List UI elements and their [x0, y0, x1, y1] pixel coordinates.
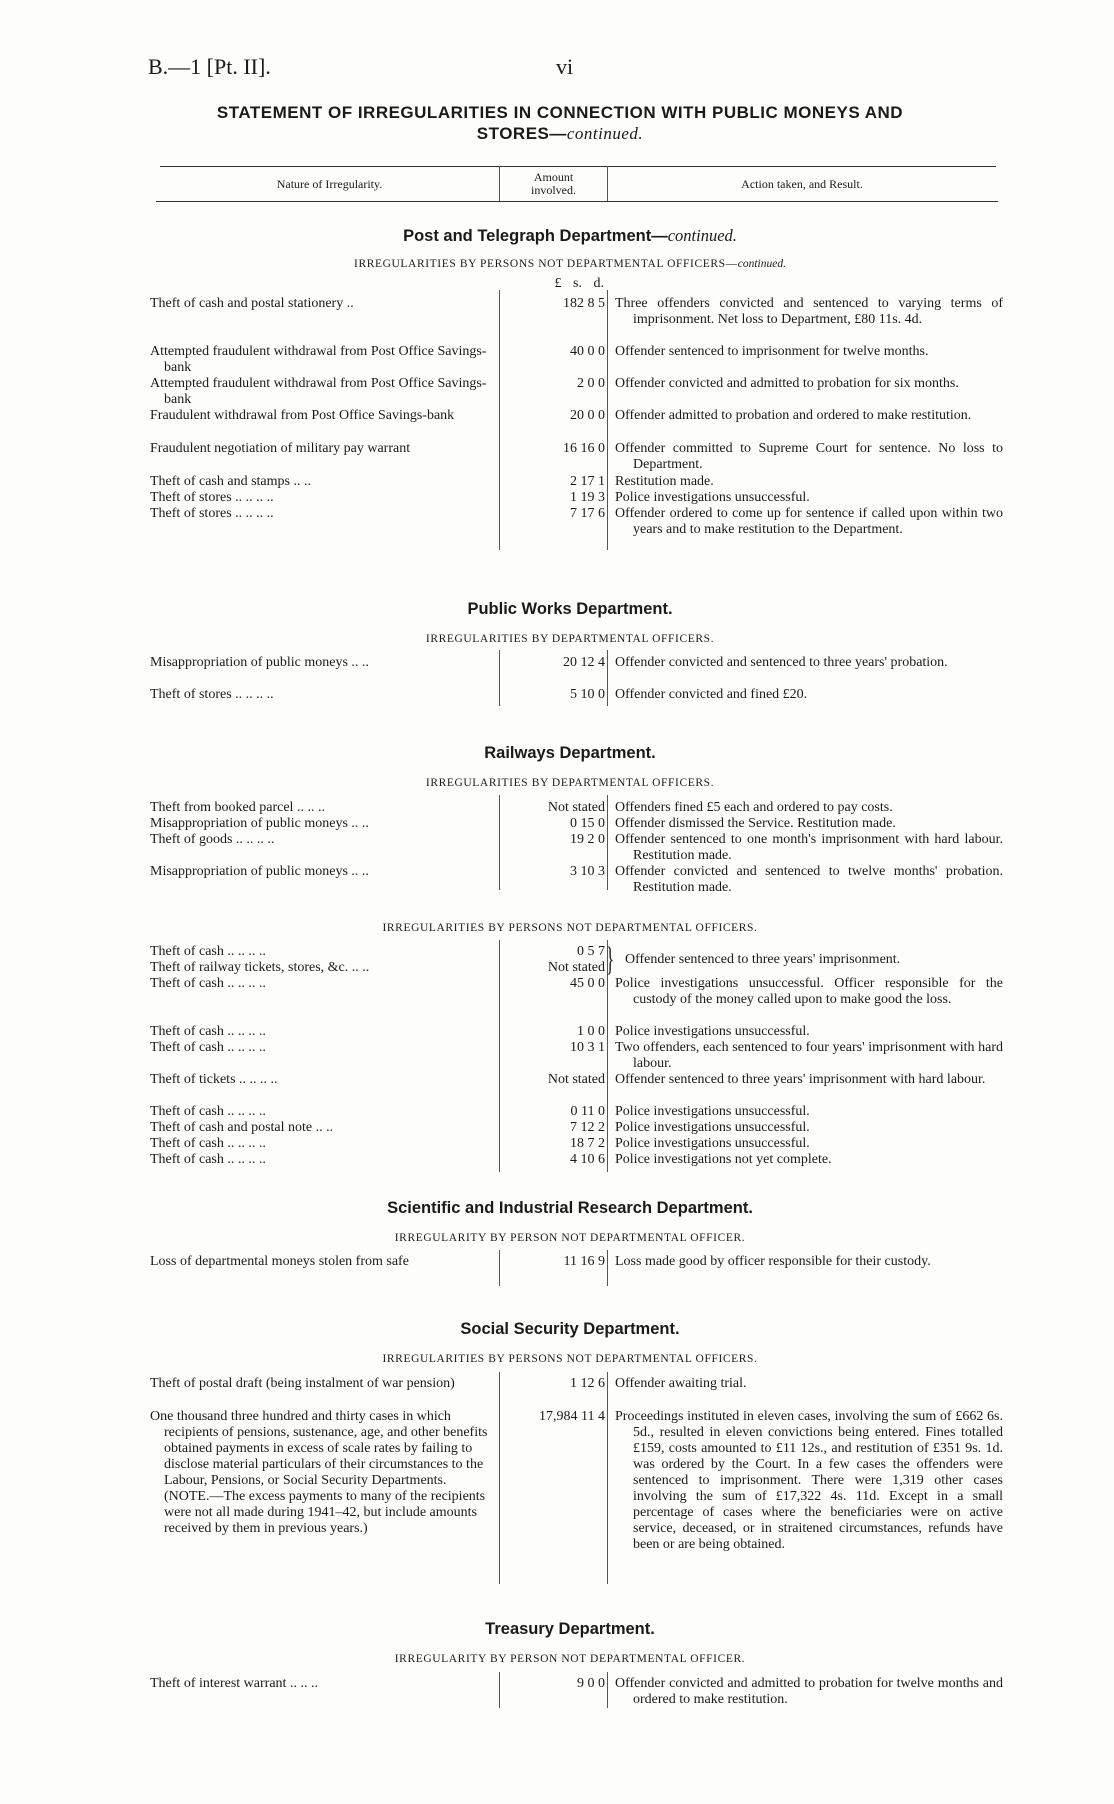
table-row-amount: 19 2 0: [570, 832, 605, 847]
section-title-post-telegraph: Post and Telegraph Department—continued.: [403, 226, 737, 245]
table-row-nature: Theft of cash .. .. .. ..: [150, 1104, 266, 1119]
table-row-amount: 20 12 4: [563, 655, 605, 670]
table-row-nature: Theft of goods .. .. .. ..: [150, 832, 275, 847]
page-number: vi: [556, 54, 574, 79]
table-row-nature: Theft of interest warrant .. .. ..: [150, 1676, 318, 1691]
table-row-action: Offenders fined £5 each and ordered to pay costs.: [615, 800, 893, 815]
column-header-nature: Nature of Irregularity.: [276, 177, 383, 191]
table-row-action: Offender convicted and sentenced to three years' probation.: [615, 655, 948, 670]
table-row-action: Offender sentenced to imprisonment for twelve months.: [615, 344, 929, 359]
table-row-amount: 4 10 6: [570, 1152, 605, 1167]
table-row-amount: 10 3 1: [570, 1040, 605, 1055]
table-row-action: Offender sentenced to three years' imprisonment with hard labour.: [615, 1072, 986, 1087]
table-row-nature: Loss of departmental moneys stolen from safe: [150, 1254, 409, 1269]
table-row-nature: Theft of stores .. .. .. ..: [150, 506, 274, 521]
section-title-scientific-industrial: Scientific and Industrial Research Department.: [387, 1199, 753, 1217]
table-row-nature: Theft of cash .. .. .. ..: [150, 1024, 266, 1039]
table-row-amount: 11 16 9: [563, 1254, 605, 1269]
table-row-action: Offender convicted and fined £20.: [615, 687, 808, 702]
page-title: STATEMENT OF IRREGULARITIES IN CONNECTION WITH PUBLIC MONEYS AND STORES—continued.: [216, 103, 904, 143]
table-row-amount: 45 0 0: [570, 976, 605, 991]
table-row-action: Offender committed to Supreme Court for sentence. No loss to Department.: [615, 441, 1003, 472]
table-top-rule: [160, 166, 996, 167]
table-row-action: Offender ordered to come up for sentence if called upon within two years and to make restitution to the Department.: [615, 506, 1003, 537]
table-row-action: Offender awaiting trial.: [615, 1376, 747, 1391]
table-row-nature: Misappropriation of public moneys .. ..: [150, 655, 369, 670]
table-row-nature: Theft of postal draft (being instalment of war pension): [150, 1376, 455, 1391]
table-row-nature: Fraudulent withdrawal from Post Office Savings-bank: [150, 408, 455, 423]
table-row-amount: 16 16 0: [563, 441, 605, 456]
table-row-nature: Theft of cash .. .. .. ..: [150, 976, 266, 991]
right-brace: }: [606, 941, 615, 978]
section-title-social-security: Social Security Department.: [460, 1320, 680, 1338]
currency-header: £ s. d.: [554, 276, 604, 291]
table-row-amount: 1 0 0: [577, 1024, 605, 1039]
table-row-nature: Theft of cash and stamps .. ..: [150, 474, 311, 489]
table-row-nature: Theft of cash .. .. .. ..: [150, 1040, 266, 1055]
table-row-action: Offender sentenced to one month's imprisonment with hard labour. Restitution made.: [615, 832, 1003, 863]
table-row-action: Offender dismissed the Service. Restitution made.: [615, 816, 896, 831]
table-row-action: Restitution made.: [615, 474, 714, 489]
table-header-rule: [156, 201, 998, 202]
table-row-amount: 7 12 2: [570, 1120, 605, 1135]
table-row-nature: One thousand three hundred and thirty cases in which recipients of pensions, sustenance, age, and other benefits obtained payments in excess of scale rates by failing to disclose material particulars of their circumstances to the Labour, Pensions, or Social Security Departments. (NOTE.—The excess payments to many of the recipients were not all made during 1941–42, but include amounts received by them in previous years.): [150, 1409, 488, 1536]
table-row-nature: Theft of cash and postal note .. ..: [150, 1120, 334, 1135]
subhead-public-works: IRREGULARITIES BY DEPARTMENTAL OFFICERS.: [425, 633, 715, 645]
table-row-action: Police investigations unsuccessful.: [615, 1024, 810, 1039]
table-row-action: Three offenders convicted and sentenced to varying terms of imprisonment. Net loss to Department, £80 11s. 4d.: [615, 296, 1003, 327]
table-row-nature: Theft of tickets .. .. .. ..: [150, 1072, 278, 1087]
page-reference: B.—1 [Pt. II].: [148, 54, 271, 79]
table-row-amount: 1 12 6: [570, 1376, 605, 1391]
table-row-nature: Theft of cash .. .. .. ..: [150, 1136, 266, 1151]
table-row-nature: Theft of cash .. .. .. ..: [150, 1152, 266, 1167]
table-row-nature: Attempted fraudulent withdrawal from Post Office Savings-bank: [150, 344, 487, 375]
table-row-amount: Not stated: [547, 960, 605, 975]
table-row-amount: Not stated: [547, 1072, 605, 1087]
column-header-amount: Amount involved.: [531, 170, 576, 197]
section-title-railways: Railways Department.: [484, 744, 656, 762]
table-row-nature: Fraudulent negotiation of military pay warrant: [150, 441, 411, 456]
table-row-amount: 18 7 2: [570, 1136, 605, 1151]
table-row-nature: Theft of stores .. .. .. ..: [150, 687, 274, 702]
table-row-action: Offender admitted to probation and ordered to make restitution.: [615, 408, 972, 423]
table-row-nature: Theft of cash .. .. .. ..: [150, 944, 266, 959]
table-row-amount: Not stated: [547, 800, 605, 815]
subhead-scientific-industrial: IRREGULARITY BY PERSON NOT DEPARTMENTAL OFFICER.: [394, 1232, 746, 1244]
table-row-action: Police investigations unsuccessful.: [615, 1120, 810, 1135]
table-row-amount: 20 0 0: [570, 408, 605, 423]
table-row-nature: Theft of railway tickets, stores, &c. .. ..: [150, 960, 370, 975]
section-title-treasury: Treasury Department.: [485, 1620, 655, 1638]
table-row-amount: 40 0 0: [570, 344, 605, 359]
section-title-public-works: Public Works Department.: [467, 600, 673, 618]
table-row-amount: 3 10 3: [570, 864, 605, 879]
table-row-action: Two offenders, each sentenced to four years' imprisonment with hard labour.: [615, 1040, 1003, 1071]
subhead-post-telegraph: IRREGULARITIES BY PERSONS NOT DEPARTMENTAL OFFICERS—continued.: [354, 258, 786, 270]
table-row-action: Loss made good by officer responsible for their custody.: [615, 1254, 931, 1269]
subhead-social-security: IRREGULARITIES BY PERSONS NOT DEPARTMENTAL OFFICERS.: [382, 1353, 758, 1365]
table-row-amount: 1 19 3: [570, 490, 605, 505]
table-row-amount: 0 15 0: [570, 816, 605, 831]
table-row-action: Offender convicted and admitted to probation for six months.: [615, 376, 959, 391]
table-row-nature: Theft of cash and postal stationery ..: [150, 296, 354, 311]
subhead-railways-non-departmental: IRREGULARITIES BY PERSONS NOT DEPARTMENTAL OFFICERS.: [382, 922, 758, 934]
table-row-nature: Theft of stores .. .. .. ..: [150, 490, 274, 505]
table-row-amount: 2 17 1: [570, 474, 605, 489]
table-row-nature: Attempted fraudulent withdrawal from Post Office Savings-bank: [150, 376, 487, 407]
table-row-nature: Misappropriation of public moneys .. ..: [150, 864, 369, 879]
table-row-amount: 182 8 5: [563, 296, 605, 311]
table-row-amount: 7 17 6: [570, 506, 605, 521]
table-row-action: Proceedings instituted in eleven cases, involving the sum of £662 6s. 5d., resulted in eleven convictions being entered. Fines totalled £159, costs amounted to £11 12s., and restitution of £351 9s. 1d. was ordered by the Court. In a few cases the offenders were sentenced to imprisonment. There were 1,319 other cases involving the sum of £17,322 4s. 11d. Except in a small percentage of cases where the beneficiaries were on active service, deceased, or in straitened circumstances, refunds have been or are being obtained.: [615, 1409, 1003, 1552]
table-row-nature: Misappropriation of public moneys .. ..: [150, 816, 369, 831]
table-row-amount: 0 11 0: [570, 1104, 605, 1119]
column-header-action: Action taken, and Result.: [741, 177, 863, 191]
table-row-nature: Theft from booked parcel .. .. ..: [150, 800, 325, 815]
subhead-treasury: IRREGULARITY BY PERSON NOT DEPARTMENTAL OFFICER.: [394, 1653, 746, 1665]
table-row-action: Offender convicted and sentenced to twelve months' probation. Restitution made.: [615, 864, 1003, 895]
table-row-action: Offender convicted and admitted to probation for twelve months and ordered to make restitution.: [615, 1676, 1003, 1707]
table-row-action: Police investigations unsuccessful.: [615, 1136, 810, 1151]
table-row-amount: 5 10 0: [570, 687, 605, 702]
table-row-amount: 17,984 11 4: [539, 1409, 605, 1424]
subhead-railways-departmental: IRREGULARITIES BY DEPARTMENTAL OFFICERS.: [425, 777, 715, 789]
table-row-action: Offender sentenced to three years' imprisonment.: [625, 952, 901, 967]
table-row-amount: 2 0 0: [577, 376, 605, 391]
table-row-action: Police investigations not yet complete.: [615, 1152, 832, 1167]
table-row-action: Police investigations unsuccessful.: [615, 490, 810, 505]
table-row-amount: 9 0 0: [577, 1676, 605, 1691]
table-row-action: Police investigations unsuccessful. Officer responsible for the custody of the money called upon to make good the loss.: [615, 976, 1003, 1007]
table-row-amount: 0 5 7: [577, 944, 605, 959]
table-row-action: Police investigations unsuccessful.: [615, 1104, 810, 1119]
